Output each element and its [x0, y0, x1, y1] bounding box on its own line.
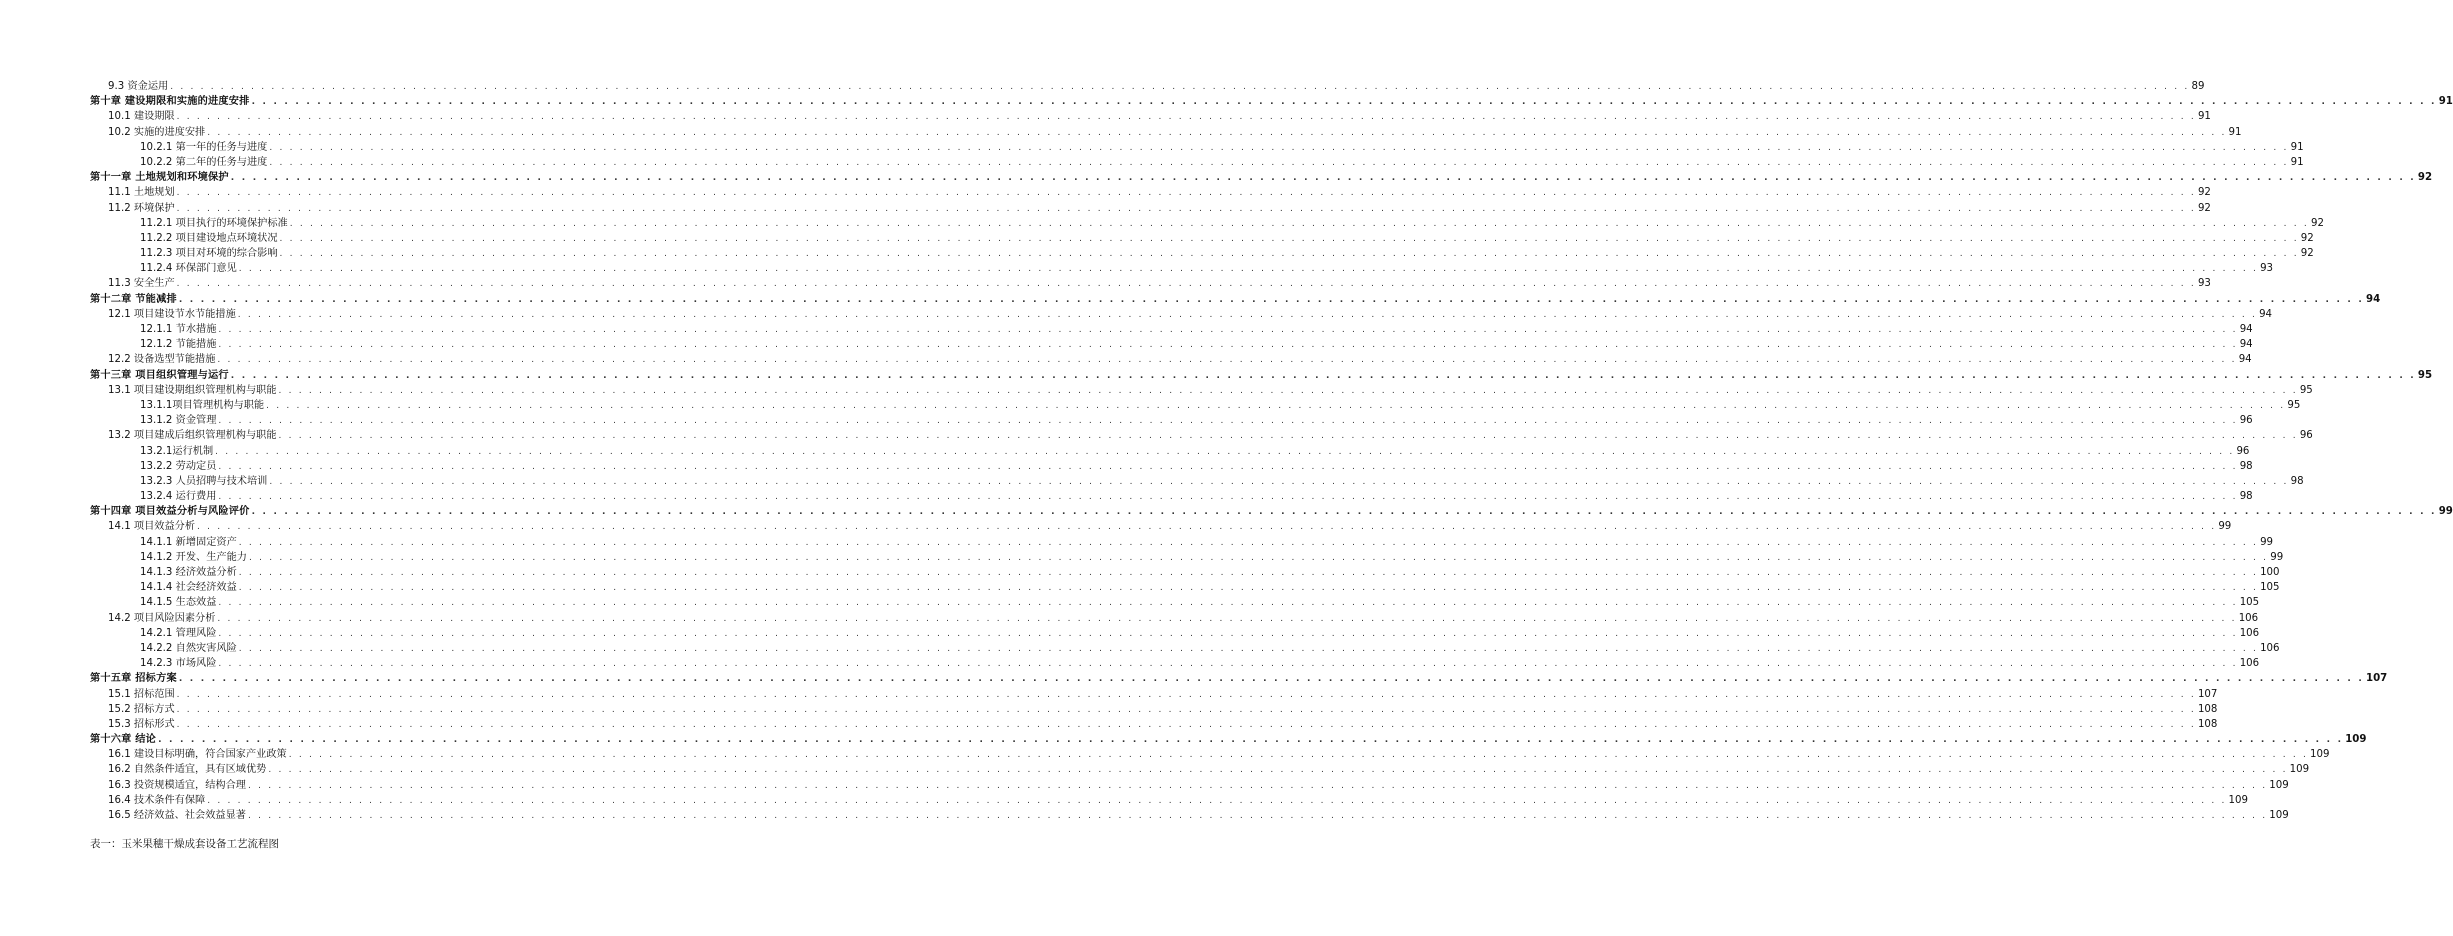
toc-page-number: 94 — [2239, 339, 2253, 351]
toc-page-number: 92 — [2300, 248, 2314, 260]
toc-entry-title: 第十六章 结论 — [90, 734, 157, 746]
dot-leader: . . . . . . . . . . . . . . . . . . . . . . . . . . . . . . . . . . . . . . . . . . . . . . . . . . . . . . . . . . . . . . . . . . . . . . . . . . . . . . . . . . . . . . . . . . . . . . . . . . . . . . . . . . . . . . . . . . . . . . . . . . . . . . . . . . . . . . . . . . . . . . . . . . . . . . . . . . . . . . . . . . . . . . . . . . . . . . . . . . . . . . . . . . . . . . . . . . . . . . . . — [269, 142, 2289, 153]
toc-page-number: 109 — [2269, 779, 2289, 791]
toc-page-number: 95 — [2417, 369, 2433, 381]
toc-entry[interactable] — [0, 322, 2253, 337]
toc-page-number: 93 — [2197, 278, 2211, 290]
dot-leader: . . . . . . . . . . . . . . . . . . . . . . . . . . . . . . . . . . . . . . . . . . . . . . . . . . . . . . . . . . . . . . . . . . . . . . . . . . . . . . . . . . . . . . . . . . . . . . . . . . . . . . . . . . . . . . . . . . . . . . . . . . . . . . . . . . . . . . . . . . . . . . . . . . . . . . . . . . . . . . . . . . . . . . . . . . . . . . . . . . . . . . . . . . . . . . . . . . . . . . . . — [251, 507, 2437, 518]
toc-entry-title: 14.1.5 生态效益 — [140, 597, 217, 609]
toc-entry-title: 14.1.4 社会经济效益 — [140, 582, 237, 594]
toc-entry-title: 14.1 项目效益分析 — [108, 521, 196, 533]
toc-entry[interactable] — [0, 808, 2289, 823]
dot-leader: . . . . . . . . . . . . . . . . . . . . . . . . . . . . . . . . . . . . . . . . . . . . . . . . . . . . . . . . . . . . . . . . . . . . . . . . . . . . . . . . . . . . . . . . . . . . . . . . . . . . . . . . . . . . . . . . . . . . . . . . . . . . . . . . . . . . . . . . . . . . . . . . . . . . . . . . . . . . . . . . . . . . . . . . . . . . . . . . . . . . . . . . . . . . . . . . . . . . . . . . — [215, 446, 2235, 457]
toc-entry[interactable] — [0, 489, 2253, 504]
toc-entry-title: 12.1 项目建设节水节能措施 — [108, 308, 236, 320]
toc-entry-title: 第十一章 土地规划和环境保护 — [90, 172, 229, 184]
toc-entry-title: 16.3 投资规模适宜，结构合理 — [108, 779, 246, 791]
toc-entry-title: 13.1 项目建设期组织管理机构与职能 — [108, 384, 277, 396]
toc-page-number: 98 — [2239, 491, 2253, 503]
toc-entry-title: 16.4 技术条件有保障 — [108, 794, 206, 806]
toc-entry[interactable] — [0, 307, 2273, 322]
toc-page-number: 107 — [2197, 688, 2218, 700]
toc-page-number: 94 — [2238, 354, 2252, 366]
toc-entry-title: 11.2.3 项目对环境的综合影响 — [140, 248, 278, 260]
toc-page-number: 94 — [2365, 293, 2381, 305]
toc-chapter-entry[interactable] — [0, 94, 2453, 109]
toc-entry[interactable] — [0, 611, 2259, 626]
toc-page-number: 109 — [2289, 764, 2310, 776]
dot-leader: . . . . . . . . . . . . . . . . . . . . . . . . . . . . . . . . . . . . . . . . . . . . . . . . . . . . . . . . . . . . . . . . . . . . . . . . . . . . . . . . . . . . . . . . . . . . . . . . . . . . . . . . . . . . . . . . . . . . . . . . . . . . . . . . . . . . . . . . . . . . . . . . . . . . . . . . . . . . . . . . . . . . . . . . . . . . . . . . . . . . . . . . . . . . . . . . . . . . . . . . — [279, 249, 2299, 260]
toc-page-number: 95 — [2287, 399, 2301, 411]
toc-entry[interactable] — [0, 246, 2314, 261]
toc-page-number: 94 — [2259, 308, 2273, 320]
toc-page-number: 91 — [2228, 126, 2242, 138]
toc-chapter-entry[interactable] — [0, 732, 2367, 747]
toc-entry-title: 10.2 实施的进度安排 — [108, 126, 206, 138]
dot-leader: . . . . . . . . . . . . . . . . . . . . . . . . . . . . . . . . . . . . . . . . . . . . . . . . . . . . . . . . . . . . . . . . . . . . . . . . . . . . . . . . . . . . . . . . . . . . . . . . . . . . . . . . . . . . . . . . . . . . . . . . . . . . . . . . . . . . . . . . . . . . . . . . . . . . . . . . . . . . . . . . . . . . . . . . . . . . . . . . . . . . . . . . . . . . . . . . . . . . . . . . — [269, 476, 2289, 487]
toc-entry[interactable] — [0, 276, 2211, 291]
toc-entry-title: 11.1 土地规划 — [108, 187, 175, 199]
dot-leader: . . . . . . . . . . . . . . . . . . . . . . . . . . . . . . . . . . . . . . . . . . . . . . . . . . . . . . . . . . . . . . . . . . . . . . . . . . . . . . . . . . . . . . . . . . . . . . . . . . . . . . . . . . . . . . . . . . . . . . . . . . . . . . . . . . . . . . . . . . . . . . . . . . . . . . . . . . . . . . . . . . . . . . . . . . . . . . . . . . . . . . . . . . . . . . . . . . . . . . . . — [218, 598, 2238, 609]
toc-page-number: 98 — [2290, 475, 2304, 487]
dot-leader: . . . . . . . . . . . . . . . . . . . . . . . . . . . . . . . . . . . . . . . . . . . . . . . . . . . . . . . . . . . . . . . . . . . . . . . . . . . . . . . . . . . . . . . . . . . . . . . . . . . . . . . . . . . . . . . . . . . . . . . . . . . . . . . . . . . . . . . . . . . . . . . . . . . . . . . . . . . . . . . . . . . . . . . . . . . . . . . . . . . . . . . . . . . . . . . . . . . . . . . . — [176, 188, 2196, 199]
toc-page-number: 106 — [2239, 627, 2260, 639]
dot-leader: . . . . . . . . . . . . . . . . . . . . . . . . . . . . . . . . . . . . . . . . . . . . . . . . . . . . . . . . . . . . . . . . . . . . . . . . . . . . . . . . . . . . . . . . . . . . . . . . . . . . . . . . . . . . . . . . . . . . . . . . . . . . . . . . . . . . . . . . . . . . . . . . . . . . . . . . . . . . . . . . . . . . . . . . . . . . . . . . . . . . . . . . . . . . . . . . . . . . . . . . — [207, 127, 2227, 138]
toc-entry[interactable] — [0, 109, 2211, 124]
toc-entry-title: 13.2.2 劳动定员 — [140, 460, 217, 472]
toc-entry-title: 13.2.4 运行费用 — [140, 491, 217, 503]
toc-page-number: 95 — [2299, 384, 2313, 396]
toc-entry[interactable] — [0, 231, 2314, 246]
dot-leader: . . . . . . . . . . . . . . . . . . . . . . . . . . . . . . . . . . . . . . . . . . . . . . . . . . . . . . . . . . . . . . . . . . . . . . . . . . . . . . . . . . . . . . . . . . . . . . . . . . . . . . . . . . . . . . . . . . . . . . . . . . . . . . . . . . . . . . . . . . . . . . . . . . . . . . . . . . . . . . . . . . . . . . . . . . . . . . . . . . . . . . . . . . . . . . . . . . . . . . . . — [197, 522, 2217, 533]
toc-entry[interactable] — [0, 383, 2313, 398]
dot-leader: . . . . . . . . . . . . . . . . . . . . . . . . . . . . . . . . . . . . . . . . . . . . . . . . . . . . . . . . . . . . . . . . . . . . . . . . . . . . . . . . . . . . . . . . . . . . . . . . . . . . . . . . . . . . . . . . . . . . . . . . . . . . . . . . . . . . . . . . . . . . . . . . . . . . . . . . . . . . . . . . . . . . . . . . . . . . . . . . . . . . . . . . . . . . . . . . . . . . . . . . — [176, 112, 2196, 123]
toc-page-number: 92 — [2417, 172, 2433, 184]
dot-leader: . . . . . . . . . . . . . . . . . . . . . . . . . . . . . . . . . . . . . . . . . . . . . . . . . . . . . . . . . . . . . . . . . . . . . . . . . . . . . . . . . . . . . . . . . . . . . . . . . . . . . . . . . . . . . . . . . . . . . . . . . . . . . . . . . . . . . . . . . . . . . . . . . . . . . . . . . . . . . . . . . . . . . . . . . . . . . . . . . . . . . . . . . . . . . . . . . . . . . . . . — [176, 719, 2196, 730]
toc-entry-title: 第十五章 招标方案 — [90, 673, 177, 685]
dot-leader: . . . . . . . . . . . . . . . . . . . . . . . . . . . . . . . . . . . . . . . . . . . . . . . . . . . . . . . . . . . . . . . . . . . . . . . . . . . . . . . . . . . . . . . . . . . . . . . . . . . . . . . . . . . . . . . . . . . . . . . . . . . . . . . . . . . . . . . . . . . . . . . . . . . . . . . . . . . . . . . . . . . . . . . . . . . . . . . . . . . . . . . . . . . . . . . . . . . . . . . . — [178, 674, 2364, 685]
toc-entry-title: 13.1.2 资金管理 — [140, 415, 217, 427]
dot-leader: . . . . . . . . . . . . . . . . . . . . . . . . . . . . . . . . . . . . . . . . . . . . . . . . . . . . . . . . . . . . . . . . . . . . . . . . . . . . . . . . . . . . . . . . . . . . . . . . . . . . . . . . . . . . . . . . . . . . . . . . . . . . . . . . . . . . . . . . . . . . . . . . . . . . . . . . . . . . . . . . . . . . . . . . . . . . . . . . . . . . . . . . . . . . . . . . . . . . . . . . — [218, 628, 2238, 639]
toc-entry-title: 13.1.1项目管理机构与职能 — [140, 399, 265, 411]
dot-leader: . . . . . . . . . . . . . . . . . . . . . . . . . . . . . . . . . . . . . . . . . . . . . . . . . . . . . . . . . . . . . . . . . . . . . . . . . . . . . . . . . . . . . . . . . . . . . . . . . . . . . . . . . . . . . . . . . . . . . . . . . . . . . . . . . . . . . . . . . . . . . . . . . . . . . . . . . . . . . . . . . . . . . . . . . . . . . . . . . . . . . . . . . . . . . . . . . . . . . . . . — [289, 218, 2309, 229]
toc-entry-title: 第十四章 项目效益分析与风险评价 — [90, 506, 250, 518]
toc-entry-title: 13.2 项目建成后组织管理机构与职能 — [108, 430, 277, 442]
toc-page-number: 109 — [2269, 810, 2289, 821]
dot-leader: . . . . . . . . . . . . . . . . . . . . . . . . . . . . . . . . . . . . . . . . . . . . . . . . . . . . . . . . . . . . . . . . . . . . . . . . . . . . . . . . . . . . . . . . . . . . . . . . . . . . . . . . . . . . . . . . . . . . . . . . . . . . . . . . . . . . . . . . . . . . . . . . . . . . . . . . . . . . . . . . . . . . . . . . . . . . . . . . . . . . . . . . . . . . . . . . . . . . . . . . — [237, 309, 2258, 320]
toc-page-number: 99 — [2438, 506, 2453, 518]
toc-entry-title: 14.2.2 自然灾害风险 — [140, 642, 237, 654]
toc-page-number: 106 — [2260, 642, 2280, 654]
toc-entry[interactable] — [0, 444, 2250, 459]
toc-page-number: 99 — [2260, 536, 2274, 548]
toc-entry-title: 11.2.4 环保部门意见 — [140, 263, 237, 275]
toc-page-number: 108 — [2197, 703, 2218, 715]
toc-page-number: 98 — [2239, 460, 2253, 472]
toc-entry[interactable] — [0, 398, 2301, 413]
toc-entry[interactable] — [0, 687, 2218, 702]
figure-caption: 表一：玉米果穗干燥成套设备工艺流程图 — [90, 838, 279, 850]
toc-entry-title: 第十章 建设期限和实施的进度安排 — [90, 96, 250, 108]
toc-page-number: 99 — [2218, 521, 2232, 533]
toc-entry[interactable] — [0, 428, 2313, 443]
toc-entry[interactable] — [0, 656, 2260, 671]
toc-entry-title: 15.1 招标范围 — [108, 688, 175, 700]
dot-leader: . . . . . . . . . . . . . . . . . . . . . . . . . . . . . . . . . . . . . . . . . . . . . . . . . . . . . . . . . . . . . . . . . . . . . . . . . . . . . . . . . . . . . . . . . . . . . . . . . . . . . . . . . . . . . . . . . . . . . . . . . . . . . . . . . . . . . . . . . . . . . . . . . . . . . . . . . . . . . . . . . . . . . . . . . . . . . . . . . . . . . . . . . . . . . . . . . . . . . . . . — [238, 583, 2259, 594]
dot-leader: . . . . . . . . . . . . . . . . . . . . . . . . . . . . . . . . . . . . . . . . . . . . . . . . . . . . . . . . . . . . . . . . . . . . . . . . . . . . . . . . . . . . . . . . . . . . . . . . . . . . . . . . . . . . . . . . . . . . . . . . . . . . . . . . . . . . . . . . . . . . . . . . . . . . . . . . . . . . . . . . . . . . . . . . . . . . . . . . . . . . . . . . . . . . . . . . . . . . . . . . — [238, 264, 2259, 275]
toc-entry[interactable] — [0, 535, 2274, 550]
toc-entry[interactable] — [0, 626, 2260, 641]
toc-entry-title: 10.2.1 第一年的任务与进度 — [140, 141, 268, 153]
toc-entry-title: 12.2 设备选型节能措施 — [108, 354, 216, 366]
toc-entry-title: 14.1.3 经济效益分析 — [140, 567, 237, 578]
toc-entry[interactable] — [0, 793, 2248, 808]
toc-entry[interactable] — [0, 201, 2211, 216]
toc-entry[interactable] — [0, 261, 2274, 276]
dot-leader: . . . . . . . . . . . . . . . . . . . . . . . . . . . . . . . . . . . . . . . . . . . . . . . . . . . . . . . . . . . . . . . . . . . . . . . . . . . . . . . . . . . . . . . . . . . . . . . . . . . . . . . . . . . . . . . . . . . . . . . . . . . . . . . . . . . . . . . . . . . . . . . . . . . . . . . . . . . . . . . . . . . . . . . . . . . . . . . . . . . . . . . . . . . . . . . . . . . . . . . . — [269, 157, 2289, 168]
toc-entry-title: 14.1.2 开发、生产能力 — [140, 551, 247, 563]
dot-leader: . . . . . . . . . . . . . . . . . . . . . . . . . . . . . . . . . . . . . . . . . . . . . . . . . . . . . . . . . . . . . . . . . . . . . . . . . . . . . . . . . . . . . . . . . . . . . . . . . . . . . . . . . . . . . . . . . . . . . . . . . . . . . . . . . . . . . . . . . . . . . . . . . . . . . . . . . . . . . . . . . . . . . . . . . . . . . . . . . . . . . . . . . . . . . . . . . . . . . . . . — [176, 203, 2196, 214]
toc-entry-title: 10.1 建设期限 — [108, 111, 175, 123]
dot-leader: . . . . . . . . . . . . . . . . . . . . . . . . . . . . . . . . . . . . . . . . . . . . . . . . . . . . . . . . . . . . . . . . . . . . . . . . . . . . . . . . . . . . . . . . . . . . . . . . . . . . . . . . . . . . . . . . . . . . . . . . . . . . . . . . . . . . . . . . . . . . . . . . . . . . . . . . . . . . . . . . . . . . . . . . . . . . . . . . . . . . . . . . . . . . . . . . . . . . . . . . — [218, 416, 2238, 427]
dot-leader: . . . . . . . . . . . . . . . . . . . . . . . . . . . . . . . . . . . . . . . . . . . . . . . . . . . . . . . . . . . . . . . . . . . . . . . . . . . . . . . . . . . . . . . . . . . . . . . . . . . . . . . . . . . . . . . . . . . . . . . . . . . . . . . . . . . . . . . . . . . . . . . . . . . . . . . . . . . . . . . . . . . . . . . . . . . . . . . . . . . . . . . . . . . . . . . . . . . . . . . . — [251, 97, 2437, 108]
toc-entry[interactable] — [0, 352, 2252, 367]
dot-leader: . . . . . . . . . . . . . . . . . . . . . . . . . . . . . . . . . . . . . . . . . . . . . . . . . . . . . . . . . . . . . . . . . . . . . . . . . . . . . . . . . . . . . . . . . . . . . . . . . . . . . . . . . . . . . . . . . . . . . . . . . . . . . . . . . . . . . . . . . . . . . . . . . . . . . . . . . . . . . . . . . . . . . . . . . . . . . . . . . . . . . . . . . . . . . . . . . . . . . . . . — [248, 552, 2269, 563]
toc-entry-title: 12.1.2 节能措施 — [140, 339, 217, 351]
toc-entry-title: 14.2.3 市场风险 — [140, 658, 217, 670]
toc-entry[interactable] — [0, 125, 2242, 140]
dot-leader: . . . . . . . . . . . . . . . . . . . . . . . . . . . . . . . . . . . . . . . . . . . . . . . . . . . . . . . . . . . . . . . . . . . . . . . . . . . . . . . . . . . . . . . . . . . . . . . . . . . . . . . . . . . . . . . . . . . . . . . . . . . . . . . . . . . . . . . . . . . . . . . . . . . . . . . . . . . . . . . . . . . . . . . . . . . . . . . . . . . . . . . . . . . . . . . . . . . . . . . . — [217, 355, 2237, 366]
toc-chapter-entry[interactable] — [0, 368, 2433, 383]
dot-leader: . . . . . . . . . . . . . . . . . . . . . . . . . . . . . . . . . . . . . . . . . . . . . . . . . . . . . . . . . . . . . . . . . . . . . . . . . . . . . . . . . . . . . . . . . . . . . . . . . . . . . . . . . . . . . . . . . . . . . . . . . . . . . . . . . . . . . . . . . . . . . . . . . . . . . . . . . . . . . . . . . . . . . . . . . . . . . . . . . . . . . . . . . . . . . . . . . . . . . . . . — [176, 279, 2196, 290]
toc-page-number: 91 — [2290, 141, 2304, 153]
toc-page-number: 96 — [2299, 430, 2313, 442]
toc-entry[interactable] — [0, 155, 2304, 170]
toc-entry-title: 15.3 招标形式 — [108, 718, 175, 730]
dot-leader: . . . . . . . . . . . . . . . . . . . . . . . . . . . . . . . . . . . . . . . . . . . . . . . . . . . . . . . . . . . . . . . . . . . . . . . . . . . . . . . . . . . . . . . . . . . . . . . . . . . . . . . . . . . . . . . . . . . . . . . . . . . . . . . . . . . . . . . . . . . . . . . . . . . . . . . . . . . . . . . . . . . . . . . . . . . . . . . . . . . . . . . . . . . . . . . . . . . . . . . . — [158, 735, 2344, 746]
toc-entry[interactable] — [0, 79, 2205, 94]
toc-entry[interactable] — [0, 550, 2284, 565]
toc-entry-title: 14.2 项目风险因素分析 — [108, 612, 216, 624]
dot-leader: . . . . . . . . . . . . . . . . . . . . . . . . . . . . . . . . . . . . . . . . . . . . . . . . . . . . . . . . . . . . . . . . . . . . . . . . . . . . . . . . . . . . . . . . . . . . . . . . . . . . . . . . . . . . . . . . . . . . . . . . . . . . . . . . . . . . . . . . . . . . . . . . . . . . . . . . . . . . . . . . . . . . . . . . . . . . . . . . . . . . . . . . . . . . . . . . . . . . . . . . — [178, 294, 2364, 305]
toc-page-number: 92 — [2197, 187, 2211, 199]
toc-page-number: 91 — [2438, 96, 2453, 108]
toc-page-number: 105 — [2239, 597, 2260, 609]
dot-leader: . . . . . . . . . . . . . . . . . . . . . . . . . . . . . . . . . . . . . . . . . . . . . . . . . . . . . . . . . . . . . . . . . . . . . . . . . . . . . . . . . . . . . . . . . . . . . . . . . . . . . . . . . . . . . . . . . . . . . . . . . . . . . . . . . . . . . . . . . . . . . . . . . . . . . . . . . . . . . . . . . . . . . . . . . . . . . . . . . . . . . . . . . . . . . . . . . . . . . . . . — [288, 750, 2309, 761]
toc-entry[interactable] — [0, 747, 2330, 762]
table-of-contents — [0, 79, 2453, 823]
toc-entry[interactable] — [0, 565, 2280, 580]
toc-page-number: 89 — [2191, 81, 2205, 92]
toc-entry-title: 11.2.1 项目执行的环境保护标准 — [140, 217, 288, 229]
dot-leader: . . . . . . . . . . . . . . . . . . . . . . . . . . . . . . . . . . . . . . . . . . . . . . . . . . . . . . . . . . . . . . . . . . . . . . . . . . . . . . . . . . . . . . . . . . . . . . . . . . . . . . . . . . . . . . . . . . . . . . . . . . . . . . . . . . . . . . . . . . . . . . . . . . . . . . . . . . . . . . . . . . . . . . . . . . . . . . . . . . . . . . . . . . . . . . . . . . . . . . . . — [238, 643, 2259, 654]
dot-leader: . . . . . . . . . . . . . . . . . . . . . . . . . . . . . . . . . . . . . . . . . . . . . . . . . . . . . . . . . . . . . . . . . . . . . . . . . . . . . . . . . . . . . . . . . . . . . . . . . . . . . . . . . . . . . . . . . . . . . . . . . . . . . . . . . . . . . . . . . . . . . . . . . . . . . . . . . . . . . . . . . . . . . . . . . . . . . . . . . . . . . . . . . . . . . . . . . . . . . . . . — [230, 370, 2416, 381]
toc-entry-title: 16.5 经济效益、社会效益显著 — [108, 810, 246, 821]
toc-page-number: 99 — [2270, 551, 2284, 563]
toc-page-number: 92 — [2197, 202, 2211, 214]
toc-entry[interactable] — [0, 702, 2218, 717]
toc-entry-title: 12.1.1 节水措施 — [140, 324, 217, 335]
dot-leader: . . . . . . . . . . . . . . . . . . . . . . . . . . . . . . . . . . . . . . . . . . . . . . . . . . . . . . . . . . . . . . . . . . . . . . . . . . . . . . . . . . . . . . . . . . . . . . . . . . . . . . . . . . . . . . . . . . . . . . . . . . . . . . . . . . . . . . . . . . . . . . . . . . . . . . . . . . . . . . . . . . . . . . . . . . . . . . . . . . . . . . . . . . . . . . . . . . . . . . . . — [238, 537, 2259, 548]
toc-entry-title: 16.1 建设目标明确，符合国家产业政策 — [108, 749, 287, 761]
dot-leader: . . . . . . . . . . . . . . . . . . . . . . . . . . . . . . . . . . . . . . . . . . . . . . . . . . . . . . . . . . . . . . . . . . . . . . . . . . . . . . . . . . . . . . . . . . . . . . . . . . . . . . . . . . . . . . . . . . . . . . . . . . . . . . . . . . . . . . . . . . . . . . . . . . . . . . . . . . . . . . . . . . . . . . . . . . . . . . . . . . . . . . . . . . . . . . . . . . . . . . . . — [217, 613, 2237, 624]
toc-page-number: 109 — [2345, 734, 2367, 746]
dot-leader: . . . . . . . . . . . . . . . . . . . . . . . . . . . . . . . . . . . . . . . . . . . . . . . . . . . . . . . . . . . . . . . . . . . . . . . . . . . . . . . . . . . . . . . . . . . . . . . . . . . . . . . . . . . . . . . . . . . . . . . . . . . . . . . . . . . . . . . . . . . . . . . . . . . . . . . . . . . . . . . . . . . . . . . . . . . . . . . . . . . . . . . . . . . . . . . . . . . . . . . . — [238, 568, 2259, 578]
toc-entry-title: 11.2 环境保护 — [108, 202, 175, 214]
toc-chapter-entry[interactable] — [0, 671, 2388, 686]
toc-entry-title: 16.2 自然条件适宜，具有区域优势 — [108, 764, 267, 776]
dot-leader: . . . . . . . . . . . . . . . . . . . . . . . . . . . . . . . . . . . . . . . . . . . . . . . . . . . . . . . . . . . . . . . . . . . . . . . . . . . . . . . . . . . . . . . . . . . . . . . . . . . . . . . . . . . . . . . . . . . . . . . . . . . . . . . . . . . . . . . . . . . . . . . . . . . . . . . . . . . . . . . . . . . . . . . . . . . . . . . . . . . . . . . . . . . . . . . . . . . . . . . . — [278, 385, 2298, 396]
toc-page-number: 93 — [2260, 263, 2274, 275]
toc-page-number: 109 — [2310, 749, 2330, 761]
dot-leader: . . . . . . . . . . . . . . . . . . . . . . . . . . . . . . . . . . . . . . . . . . . . . . . . . . . . . . . . . . . . . . . . . . . . . . . . . . . . . . . . . . . . . . . . . . . . . . . . . . . . . . . . . . . . . . . . . . . . . . . . . . . . . . . . . . . . . . . . . . . . . . . . . . . . . . . . . . . . . . . . . . . . . . . . . . . . . . . . . . . . . . . . . . . . . . . . . . . . . . . . — [279, 233, 2299, 244]
toc-entry-title: 第十二章 节能减排 — [90, 293, 177, 305]
toc-entry[interactable] — [0, 519, 2232, 534]
toc-entry-title: 11.2.2 项目建设地点环境状况 — [140, 232, 278, 244]
toc-page-number: 91 — [2197, 111, 2211, 123]
toc-entry[interactable] — [0, 140, 2304, 155]
toc-chapter-entry[interactable] — [0, 292, 2381, 307]
dot-leader: . . . . . . . . . . . . . . . . . . . . . . . . . . . . . . . . . . . . . . . . . . . . . . . . . . . . . . . . . . . . . . . . . . . . . . . . . . . . . . . . . . . . . . . . . . . . . . . . . . . . . . . . . . . . . . . . . . . . . . . . . . . . . . . . . . . . . . . . . . . . . . . . . . . . . . . . . . . . . . . . . . . . . . . . . . . . . . . . . . . . . . . . . . . . . . . . . . . . . . . . — [170, 82, 2190, 92]
toc-entry[interactable] — [0, 641, 2280, 656]
dot-leader: . . . . . . . . . . . . . . . . . . . . . . . . . . . . . . . . . . . . . . . . . . . . . . . . . . . . . . . . . . . . . . . . . . . . . . . . . . . . . . . . . . . . . . . . . . . . . . . . . . . . . . . . . . . . . . . . . . . . . . . . . . . . . . . . . . . . . . . . . . . . . . . . . . . . . . . . . . . . . . . . . . . . . . . . . . . . . . . . . . . . . . . . . . . . . . . . . . . . . . . . — [247, 811, 2268, 821]
toc-page-number: 94 — [2239, 324, 2253, 335]
dot-leader: . . . . . . . . . . . . . . . . . . . . . . . . . . . . . . . . . . . . . . . . . . . . . . . . . . . . . . . . . . . . . . . . . . . . . . . . . . . . . . . . . . . . . . . . . . . . . . . . . . . . . . . . . . . . . . . . . . . . . . . . . . . . . . . . . . . . . . . . . . . . . . . . . . . . . . . . . . . . . . . . . . . . . . . . . . . . . . . . . . . . . . . . . . . . . . . . . . . . . . . . — [218, 659, 2238, 670]
dot-leader: . . . . . . . . . . . . . . . . . . . . . . . . . . . . . . . . . . . . . . . . . . . . . . . . . . . . . . . . . . . . . . . . . . . . . . . . . . . . . . . . . . . . . . . . . . . . . . . . . . . . . . . . . . . . . . . . . . . . . . . . . . . . . . . . . . . . . . . . . . . . . . . . . . . . . . . . . . . . . . . . . . . . . . . . . . . . . . . . . . . . . . . . . . . . . . . . . . . . . . . . — [218, 492, 2238, 503]
toc-entry[interactable] — [0, 337, 2253, 352]
dot-leader: . . . . . . . . . . . . . . . . . . . . . . . . . . . . . . . . . . . . . . . . . . . . . . . . . . . . . . . . . . . . . . . . . . . . . . . . . . . . . . . . . . . . . . . . . . . . . . . . . . . . . . . . . . . . . . . . . . . . . . . . . . . . . . . . . . . . . . . . . . . . . . . . . . . . . . . . . . . . . . . . . . . . . . . . . . . . . . . . . . . . . . . . . . . . . . . . . . . . . . . . — [230, 173, 2416, 184]
dot-leader: . . . . . . . . . . . . . . . . . . . . . . . . . . . . . . . . . . . . . . . . . . . . . . . . . . . . . . . . . . . . . . . . . . . . . . . . . . . . . . . . . . . . . . . . . . . . . . . . . . . . . . . . . . . . . . . . . . . . . . . . . . . . . . . . . . . . . . . . . . . . . . . . . . . . . . . . . . . . . . . . . . . . . . . . . . . . . . . . . . . . . . . . . . . . . . . . . . . . . . . . — [268, 765, 2288, 776]
toc-page-number: 109 — [2228, 794, 2248, 806]
toc-entry[interactable] — [0, 717, 2218, 732]
dot-leader: . . . . . . . . . . . . . . . . . . . . . . . . . . . . . . . . . . . . . . . . . . . . . . . . . . . . . . . . . . . . . . . . . . . . . . . . . . . . . . . . . . . . . . . . . . . . . . . . . . . . . . . . . . . . . . . . . . . . . . . . . . . . . . . . . . . . . . . . . . . . . . . . . . . . . . . . . . . . . . . . . . . . . . . . . . . . . . . . . . . . . . . . . . . . . . . . . . . . . . . . — [266, 400, 2286, 411]
toc-page-number: 92 — [2310, 217, 2324, 229]
toc-entry-title: 第十三章 项目组织管理与运行 — [90, 369, 229, 381]
dot-leader: . . . . . . . . . . . . . . . . . . . . . . . . . . . . . . . . . . . . . . . . . . . . . . . . . . . . . . . . . . . . . . . . . . . . . . . . . . . . . . . . . . . . . . . . . . . . . . . . . . . . . . . . . . . . . . . . . . . . . . . . . . . . . . . . . . . . . . . . . . . . . . . . . . . . . . . . . . . . . . . . . . . . . . . . . . . . . . . . . . . . . . . . . . . . . . . . . . . . . . . . — [278, 431, 2298, 442]
toc-page-number: 91 — [2290, 156, 2304, 168]
toc-entry-title: 13.2.1运行机制 — [140, 445, 214, 457]
toc-entry[interactable] — [0, 778, 2289, 793]
toc-entry[interactable] — [0, 474, 2304, 489]
toc-entry[interactable] — [0, 762, 2310, 777]
toc-entry[interactable] — [0, 413, 2253, 428]
toc-entry-title: 14.1.1 新增固定资产 — [140, 536, 237, 548]
toc-chapter-entry[interactable] — [0, 504, 2453, 519]
toc-page-number: 96 — [2236, 445, 2250, 457]
dot-leader: . . . . . . . . . . . . . . . . . . . . . . . . . . . . . . . . . . . . . . . . . . . . . . . . . . . . . . . . . . . . . . . . . . . . . . . . . . . . . . . . . . . . . . . . . . . . . . . . . . . . . . . . . . . . . . . . . . . . . . . . . . . . . . . . . . . . . . . . . . . . . . . . . . . . . . . . . . . . . . . . . . . . . . . . . . . . . . . . . . . . . . . . . . . . . . . . . . . . . . . . — [218, 325, 2238, 335]
toc-chapter-entry[interactable] — [0, 170, 2433, 185]
dot-leader: . . . . . . . . . . . . . . . . . . . . . . . . . . . . . . . . . . . . . . . . . . . . . . . . . . . . . . . . . . . . . . . . . . . . . . . . . . . . . . . . . . . . . . . . . . . . . . . . . . . . . . . . . . . . . . . . . . . . . . . . . . . . . . . . . . . . . . . . . . . . . . . . . . . . . . . . . . . . . . . . . . . . . . . . . . . . . . . . . . . . . . . . . . . . . . . . . . . . . . . . — [176, 704, 2196, 715]
toc-entry-title: 13.2.3 人员招聘与技术培训 — [140, 475, 268, 487]
dot-leader: . . . . . . . . . . . . . . . . . . . . . . . . . . . . . . . . . . . . . . . . . . . . . . . . . . . . . . . . . . . . . . . . . . . . . . . . . . . . . . . . . . . . . . . . . . . . . . . . . . . . . . . . . . . . . . . . . . . . . . . . . . . . . . . . . . . . . . . . . . . . . . . . . . . . . . . . . . . . . . . . . . . . . . . . . . . . . . . . . . . . . . . . . . . . . . . . . . . . . . . . — [207, 795, 2227, 806]
toc-page-number: 107 — [2365, 673, 2388, 685]
toc-entry-title: 10.2.2 第二年的任务与进度 — [140, 156, 268, 168]
toc-entry[interactable] — [0, 580, 2280, 595]
toc-entry-title: 15.2 招标方式 — [108, 703, 175, 715]
toc-page-number: 108 — [2197, 718, 2218, 730]
toc-page-number: 105 — [2260, 582, 2280, 594]
dot-leader: . . . . . . . . . . . . . . . . . . . . . . . . . . . . . . . . . . . . . . . . . . . . . . . . . . . . . . . . . . . . . . . . . . . . . . . . . . . . . . . . . . . . . . . . . . . . . . . . . . . . . . . . . . . . . . . . . . . . . . . . . . . . . . . . . . . . . . . . . . . . . . . . . . . . . . . . . . . . . . . . . . . . . . . . . . . . . . . . . . . . . . . . . . . . . . . . . . . . . . . . — [247, 780, 2268, 791]
toc-page-number: 96 — [2239, 415, 2253, 427]
toc-page-number: 106 — [2239, 658, 2260, 670]
dot-leader: . . . . . . . . . . . . . . . . . . . . . . . . . . . . . . . . . . . . . . . . . . . . . . . . . . . . . . . . . . . . . . . . . . . . . . . . . . . . . . . . . . . . . . . . . . . . . . . . . . . . . . . . . . . . . . . . . . . . . . . . . . . . . . . . . . . . . . . . . . . . . . . . . . . . . . . . . . . . . . . . . . . . . . . . . . . . . . . . . . . . . . . . . . . . . . . . . . . . . . . . — [218, 461, 2238, 472]
toc-entry[interactable] — [0, 459, 2253, 474]
toc-entry[interactable] — [0, 185, 2211, 200]
dot-leader: . . . . . . . . . . . . . . . . . . . . . . . . . . . . . . . . . . . . . . . . . . . . . . . . . . . . . . . . . . . . . . . . . . . . . . . . . . . . . . . . . . . . . . . . . . . . . . . . . . . . . . . . . . . . . . . . . . . . . . . . . . . . . . . . . . . . . . . . . . . . . . . . . . . . . . . . . . . . . . . . . . . . . . . . . . . . . . . . . . . . . . . . . . . . . . . . . . . . . . . . — [176, 689, 2196, 700]
toc-page-number: 106 — [2238, 612, 2259, 624]
toc-entry-title: 14.2.1 管理风险 — [140, 627, 217, 639]
toc-entry[interactable] — [0, 595, 2260, 610]
toc-entry-title: 11.3 安全生产 — [108, 278, 175, 290]
toc-entry-title: 9.3 资金运用 — [108, 81, 169, 92]
toc-page-number: 92 — [2300, 232, 2314, 244]
toc-page-number: 100 — [2260, 567, 2280, 578]
dot-leader: . . . . . . . . . . . . . . . . . . . . . . . . . . . . . . . . . . . . . . . . . . . . . . . . . . . . . . . . . . . . . . . . . . . . . . . . . . . . . . . . . . . . . . . . . . . . . . . . . . . . . . . . . . . . . . . . . . . . . . . . . . . . . . . . . . . . . . . . . . . . . . . . . . . . . . . . . . . . . . . . . . . . . . . . . . . . . . . . . . . . . . . . . . . . . . . . . . . . . . . . — [218, 340, 2238, 351]
toc-entry[interactable] — [0, 216, 2324, 231]
